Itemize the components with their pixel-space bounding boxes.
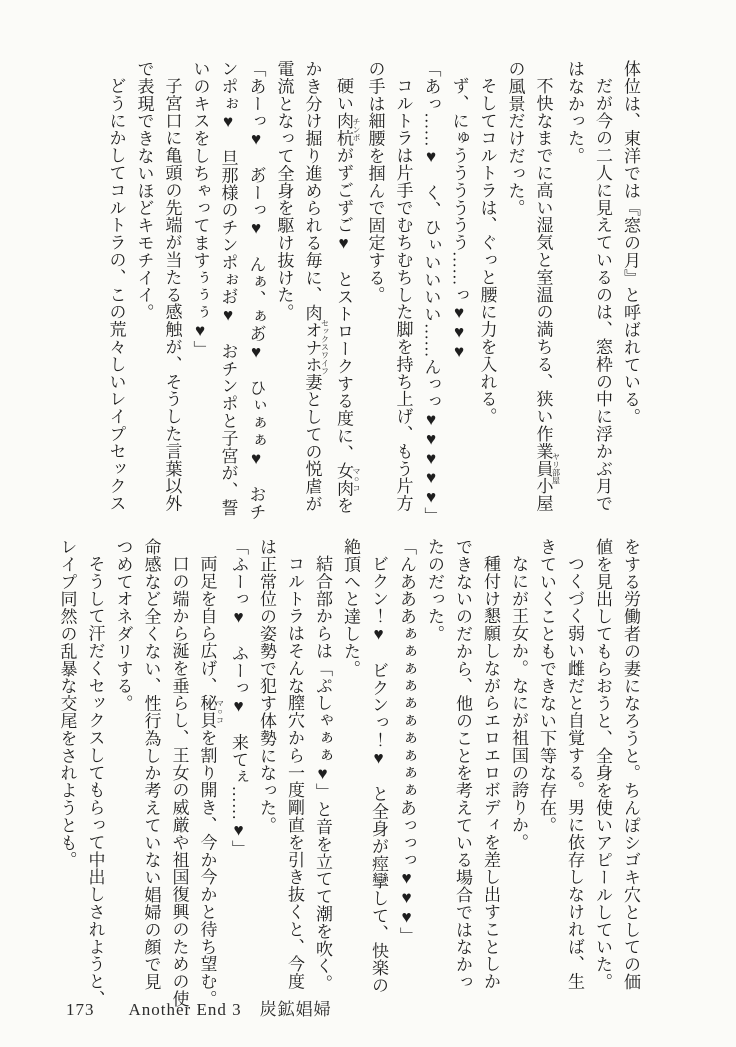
ruby-annotated-word: 肉杭 チンポ [334, 111, 361, 147]
text-line: は正常位の姿勢で犯す体勢になった。 [257, 538, 276, 834]
ruby-annotated-word: 女肉 マ○コ [334, 461, 361, 497]
ruby-annotated-word: 肉オナホ妻 セックスワイフ [302, 303, 330, 391]
text-line: で表現できないほどキモチイイ。 [134, 60, 154, 321]
text-line: 「ふーっ♥ ふーっ♥ 来てぇ……♥」 [229, 538, 248, 858]
ruby-annotated-word: 作業員小屋 ヤリ部屋 [533, 425, 561, 512]
ruby-annotated-word: 秘貝 マ○コ [197, 694, 225, 730]
text-line: 結合部からは「ぷしゃぁぁ♥」と音を立てて潮を吹く。 [313, 555, 332, 992]
text-line: そしてコルトラは、ぐっと腰に力を入れる。 [477, 77, 497, 425]
text-line: そうして汗だくセックスしてもらって中出しされようと、 [85, 555, 105, 1008]
text-line: はなかった。 [565, 60, 584, 165]
text-line: できないのだから、他のことを考えている場合ではなかっ [453, 538, 472, 991]
text-line: 不快なまでに高い湿気と室温の満ちる、狭い作業員小屋 ヤリ部屋 [533, 77, 561, 512]
text-line: 値を見出してもらおうと、全身を使いアピールしていた。 [593, 538, 612, 991]
text-line: たのだった。 [425, 538, 444, 643]
text-line: の手は細腰を掴んで固定する。 [365, 60, 385, 304]
text-line: 「あっ……♥ く、ひぃいいいい……んっっ♥♥♥♥♥」 [421, 60, 441, 525]
page-footer [66, 995, 332, 1020]
text-line: 命感など全くない、性行為しか考えていない娼婦の顔で見 [141, 538, 161, 991]
text-line: どうにかしてコルトラの、この荒々しいレイプセックス [106, 77, 126, 512]
text-line: 絶頂へと達した。 [341, 538, 360, 678]
text-line: 電流となって全身を駆け抜けた。 [274, 60, 294, 321]
footer-chapter-title: 炭鉱娼婦 [259, 1000, 332, 1019]
text-line: ビクン！♥ ビクンっ！♥ と全身が痙攣して、快楽の [369, 555, 388, 994]
text-line: 「あーっ♥ あ゙ーっ♥ んぁ、ぁあ゙♥ ひぃぁぁ♥ おチ [246, 60, 266, 521]
text-line: つめてオネダリする。 [113, 538, 133, 712]
text-line: 体位は、東洋では『窓の月』と呼ばれている。 [621, 60, 640, 426]
text-line: ンポぉ♥ 旦那様のチンポぉお゙♥ おチンポと子宮が、誓 [218, 60, 238, 517]
text-line: レイプ同然の乱暴な交尾をされようとも。 [57, 538, 77, 869]
text-line: 「んあああぁぁぁぁぁぁぁぁぁぁあっっっ♥♥♥」 [397, 538, 416, 945]
text-line: つくづく弱い雌だと自覚する。男に依存しなければ、生 [565, 555, 584, 990]
page-number: 173 [66, 1000, 95, 1019]
text-line: 種付け懇願しながらエロエロボディを差し出すことしか [481, 555, 500, 990]
text-line: きていくこともできない下等な存在。 [537, 538, 556, 834]
text-line: をする労働者の妻になろうと。ちんぽシゴキ穴としての価 [621, 538, 640, 991]
text-line: いのキスをしちゃってますぅぅぅ♥」 [190, 60, 210, 358]
text-line: コルトラは片手でむちむちした脚を持ち上げ、もう片方 [393, 77, 413, 512]
text-line: の風景だけだった。 [505, 60, 525, 217]
text-line: だが今の二人に見えているのは、窓枠の中に浮かぶ月で [593, 77, 612, 512]
footer-book-title: Another End 3 [128, 1000, 242, 1019]
text-line: コルトラはそんな膣穴から一度剛直を引き抜くと、今度 [285, 555, 304, 990]
text-block-top [102, 60, 645, 525]
text-line: 硬い肉杭 チンポがずごずご♥ とストロークする度に、女肉 マ○コを [334, 77, 361, 515]
text-line: 両足を自ら広げ、秘貝 マ○コを割り開き、今か今かと待ち望む。 [197, 555, 225, 1008]
text-line: 子宮口に亀頭の先端が当たる感触が、そうした言葉以外 [162, 77, 182, 512]
text-line: 口の端から涎を垂らし、王女の威厳や祖国復興のための使 [169, 555, 189, 1008]
text-line: なにが王女か。なにが祖国の誇りか。 [509, 555, 528, 851]
text-block-bottom [53, 538, 645, 1008]
text-line: ず、にゅうううううう……っ♥♥♥ [449, 77, 469, 362]
text-line: かき分け掘り進められる毎に、肉オナホ妻 セックスワイフとしての悦虐が [302, 60, 330, 513]
